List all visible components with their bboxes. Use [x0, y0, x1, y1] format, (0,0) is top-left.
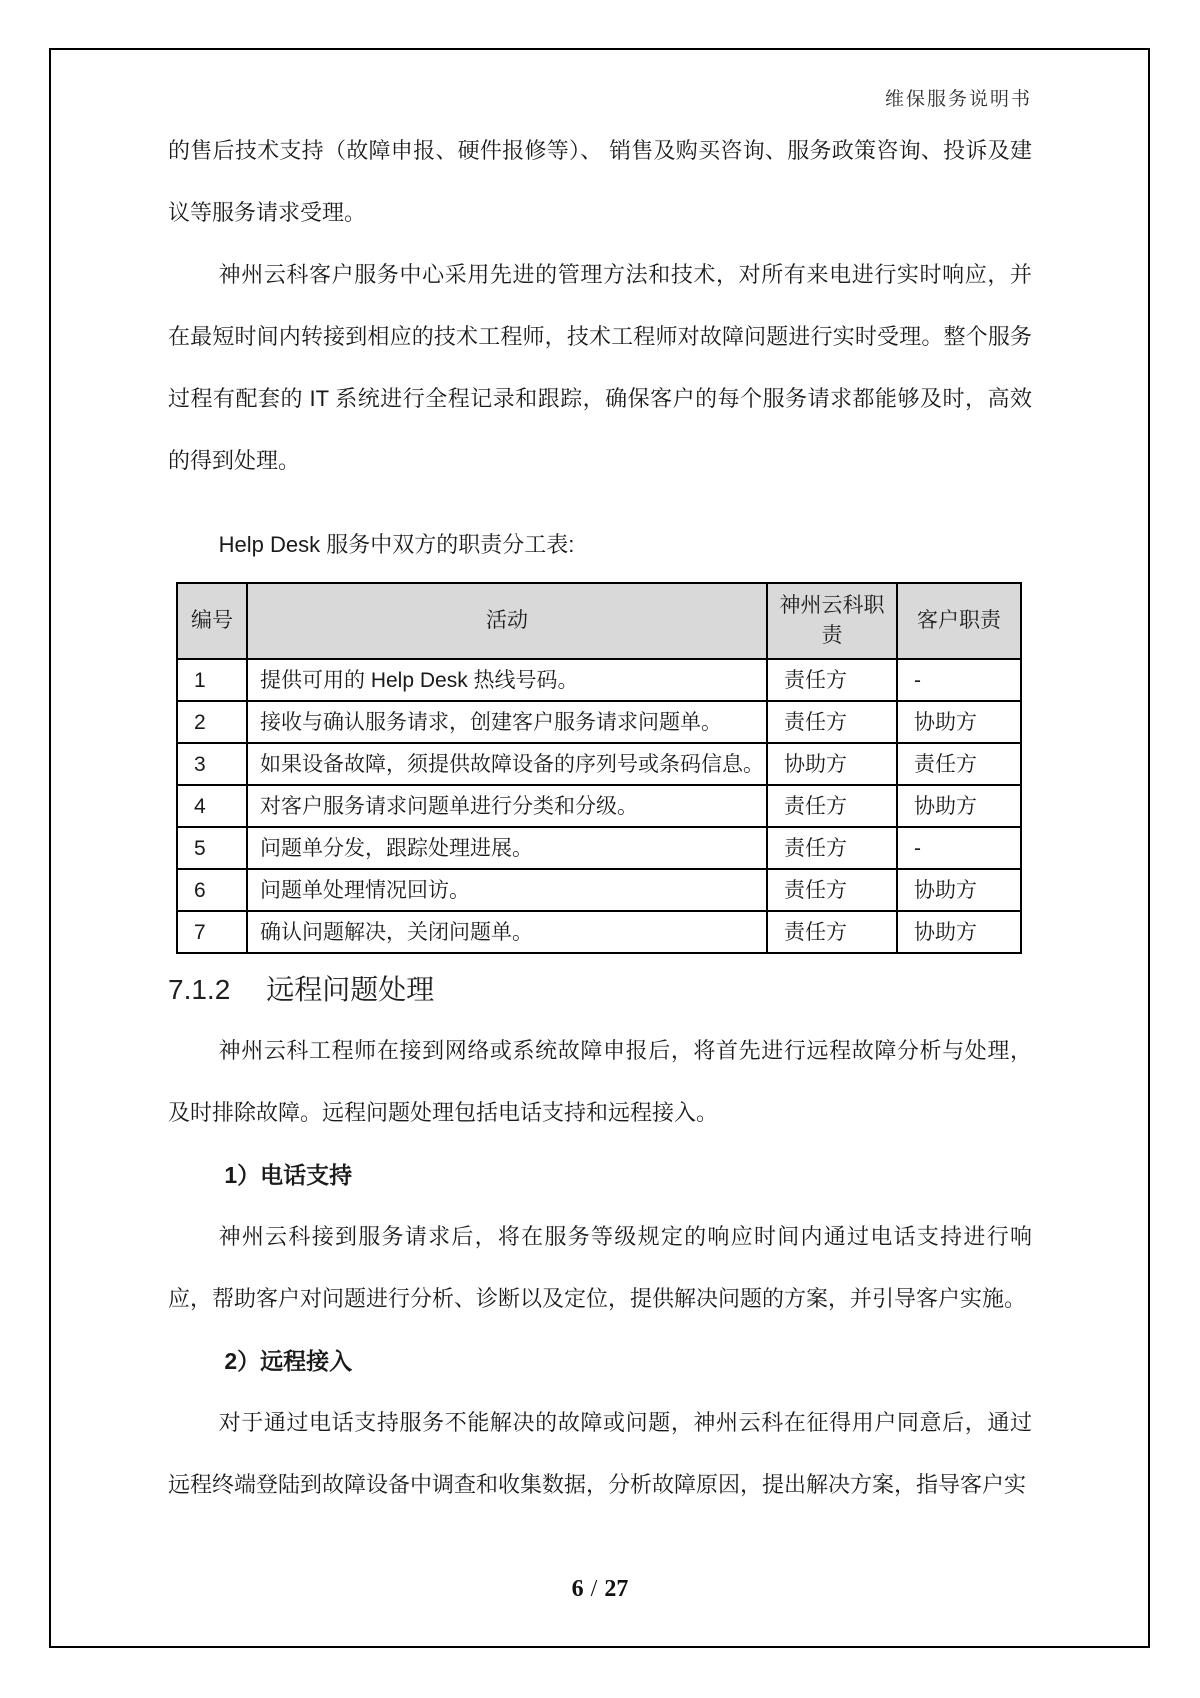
page-number-separator: /	[590, 1576, 598, 1602]
table-row	[177, 701, 1021, 743]
cell-customer-duty: -	[897, 659, 1021, 701]
cell-number: 7	[177, 911, 247, 953]
cell-vendor-duty: 责任方	[767, 701, 897, 743]
cell-activity: 确认问题解决，关闭问题单。	[247, 911, 767, 953]
cell-number: 2	[177, 701, 247, 743]
cell-number: 4	[177, 785, 247, 827]
cell-customer-duty: -	[897, 827, 1021, 869]
cell-customer-duty: 协助方	[897, 911, 1021, 953]
paragraph: 神州云科工程师在接到网络或系统故障申报后，将首先进行远程故障分析与处理，及时排除故障。远程问题处理包括电话支持和远程接入。	[168, 1038, 1032, 1125]
cell-activity: 如果设备故障，须提供故障设备的序列号或条码信息。	[247, 743, 767, 785]
cell-customer-duty: 协助方	[897, 785, 1021, 827]
page-footer	[0, 1576, 1200, 1603]
table-header-vendor-duty: 神州云科职责	[767, 583, 897, 659]
table-intro-paragraph: Help Desk 服务中双方的职责分工表:	[218, 532, 575, 557]
cell-activity: 问题单处理情况回访。	[247, 869, 767, 911]
section-heading	[168, 970, 1032, 1010]
helpdesk-responsibility-table	[176, 582, 1022, 954]
table-row	[177, 911, 1021, 953]
section-title: 远程问题处理	[266, 974, 435, 1005]
subsection-heading-remote-access: 2）远程接入	[224, 1348, 353, 1374]
table-header-row	[177, 583, 1021, 659]
cell-number: 6	[177, 869, 247, 911]
table-row	[177, 785, 1021, 827]
table-header-number: 编号	[177, 583, 247, 659]
cell-activity: 对客户服务请求问题单进行分类和分级。	[247, 785, 767, 827]
cell-customer-duty: 协助方	[897, 869, 1021, 911]
document-body	[168, 120, 1032, 1516]
cell-vendor-duty: 责任方	[767, 659, 897, 701]
table-row	[177, 659, 1021, 701]
cell-vendor-duty: 责任方	[767, 869, 897, 911]
paragraph: 对于通过电话支持服务不能解决的故障或问题，神州云科在征得用户同意后，通过远程终端登陆到故障设备中调查和收集数据，分析故障原因，提出解决方案，指导客户实	[168, 1410, 1032, 1497]
cell-number: 3	[177, 743, 247, 785]
cell-vendor-duty: 协助方	[767, 743, 897, 785]
cell-activity: 接收与确认服务请求，创建客户服务请求问题单。	[247, 701, 767, 743]
current-page-number: 6	[571, 1576, 584, 1602]
cell-vendor-duty: 责任方	[767, 827, 897, 869]
section-number: 7.1.2	[168, 974, 231, 1005]
table-header-activity: 活动	[247, 583, 767, 659]
table-header-customer-duty: 客户职责	[897, 583, 1021, 659]
cell-activity: 提供可用的 Help Desk 热线号码。	[247, 659, 767, 701]
paragraph: 神州云科客户服务中心采用先进的管理方法和技术，对所有来电进行实时响应，并在最短时间内转接到相应的技术工程师，技术工程师对故障问题进行实时受理。整个服务过程有配套的 IT 系统进行全程记录和跟踪，确保客户的每个服务请求都能够及时，高效的得到处理。	[168, 262, 1032, 473]
table-row	[177, 827, 1021, 869]
table-row	[177, 743, 1021, 785]
cell-number: 5	[177, 827, 247, 869]
subsection-heading-phone-support: 1）电话支持	[224, 1162, 353, 1188]
cell-activity: 问题单分发，跟踪处理进展。	[247, 827, 767, 869]
cell-customer-duty: 责任方	[897, 743, 1021, 785]
document-header-title: 维保服务说明书	[884, 89, 1032, 110]
cell-number: 1	[177, 659, 247, 701]
paragraph: 神州云科接到服务请求后，将在服务等级规定的响应时间内通过电话支持进行响应，帮助客户对问题进行分析、诊断以及定位，提供解决问题的方案，并引导客户实施。	[168, 1224, 1032, 1311]
cell-vendor-duty: 责任方	[767, 911, 897, 953]
cell-customer-duty: 协助方	[897, 701, 1021, 743]
total-page-count: 27	[604, 1576, 629, 1602]
table-row	[177, 869, 1021, 911]
cell-vendor-duty: 责任方	[767, 785, 897, 827]
paragraph: 的售后技术支持（故障申报、硬件报修等）、 销售及购买咨询、服务政策咨询、投诉及建议等服务请求受理。	[168, 138, 1032, 225]
